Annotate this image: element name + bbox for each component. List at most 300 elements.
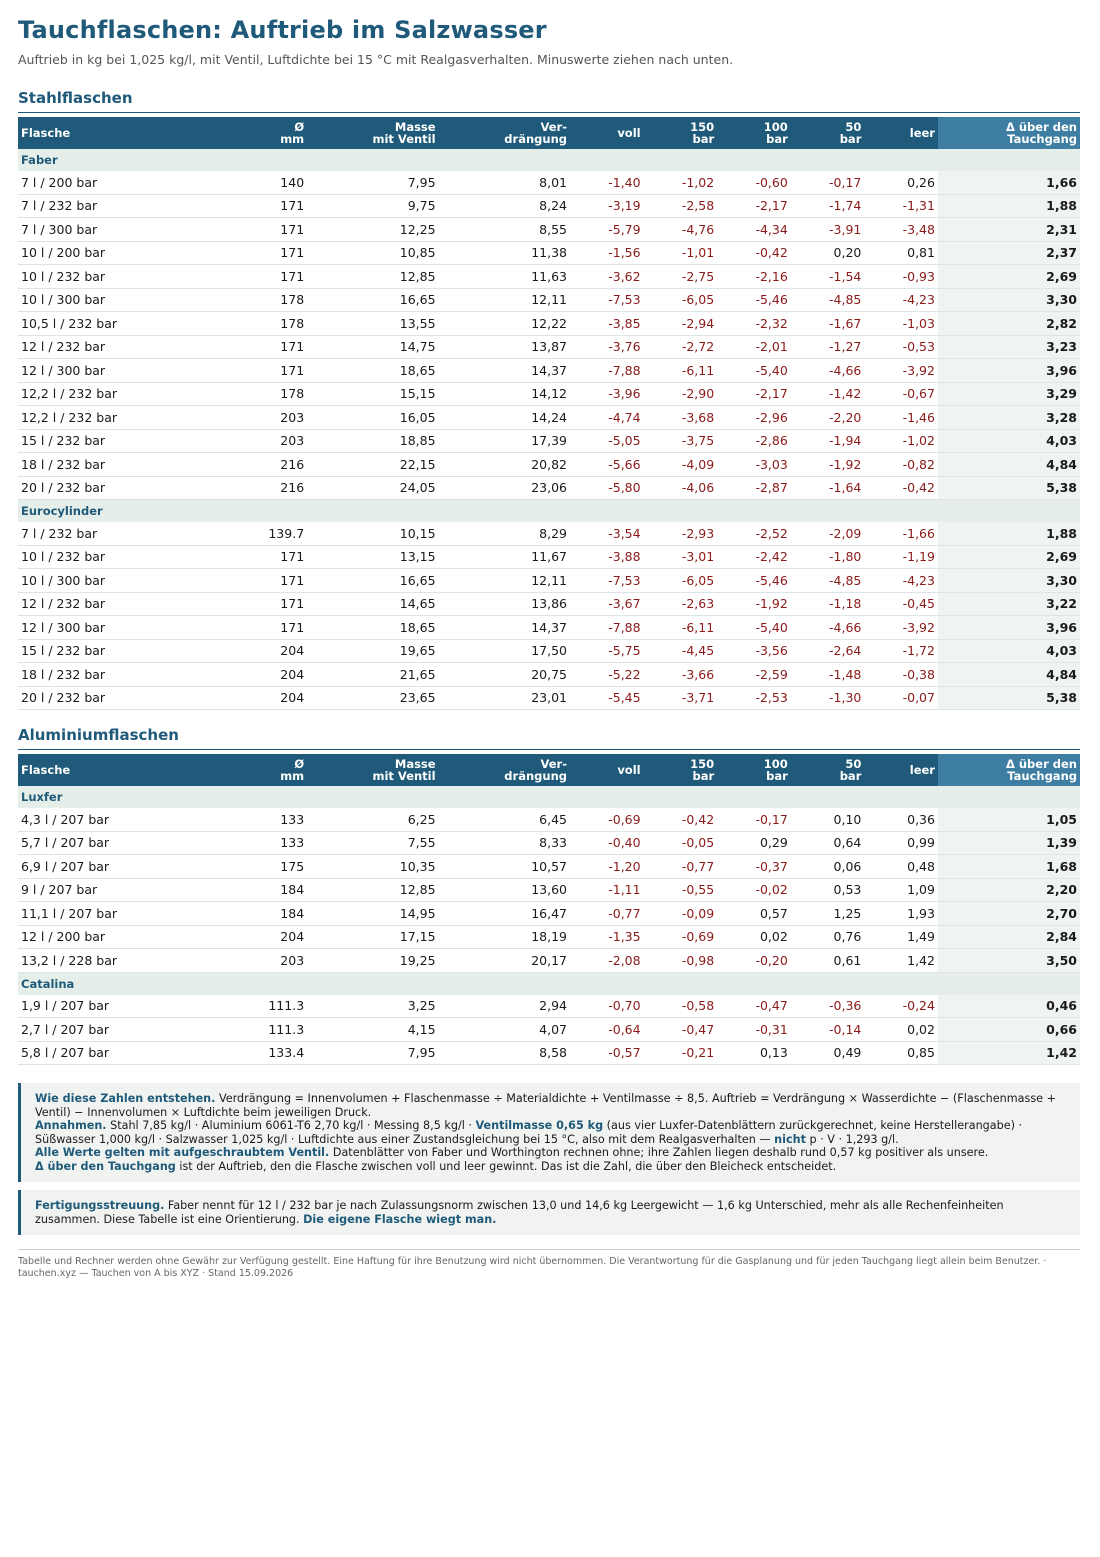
table-row — [18, 686, 1080, 710]
cell-col-full: -0,40 — [570, 831, 644, 855]
cell-col-flasche: 18 l / 232 bar — [18, 663, 239, 687]
table-row — [18, 335, 1080, 359]
table-row — [18, 171, 1080, 194]
cell-col-full: -1,20 — [570, 855, 644, 879]
cell-col-mass: 10,35 — [307, 855, 438, 879]
cell-col-50bar: -2,20 — [791, 406, 865, 430]
cell-col-flasche: 7 l / 232 bar — [18, 522, 239, 545]
table-row — [18, 288, 1080, 312]
cell-col-150bar: -1,02 — [644, 171, 718, 194]
cell-col-flasche: 7 l / 200 bar — [18, 171, 239, 194]
cell-col-displacement: 14,24 — [439, 406, 570, 430]
cell-col-diameter: 178 — [239, 382, 307, 406]
cell-col-mass: 18,65 — [307, 616, 438, 640]
manufacturer-name: Catalina — [18, 972, 1080, 995]
cell-col-flasche: 15 l / 232 bar — [18, 639, 239, 663]
cell-col-diameter: 203 — [239, 949, 307, 973]
cell-col-empty: -0,93 — [864, 265, 938, 289]
cell-col-diameter: 184 — [239, 878, 307, 902]
cell-col-150bar: -0,69 — [644, 925, 718, 949]
cell-col-displacement: 17,39 — [439, 429, 570, 453]
cell-col-empty: -1,03 — [864, 312, 938, 336]
cell-col-50bar: -1,74 — [791, 194, 865, 218]
cell-col-50bar: -4,85 — [791, 569, 865, 593]
cell-col-full: -0,69 — [570, 808, 644, 831]
header-col-delta: Δ über den Tauchgang — [938, 754, 1080, 786]
header-col-delta: Δ über den Tauchgang — [938, 117, 1080, 149]
cell-col-50bar: -1,27 — [791, 335, 865, 359]
cell-col-150bar: -2,75 — [644, 265, 718, 289]
cell-col-empty: -0,24 — [864, 995, 938, 1018]
cell-col-diameter: 133 — [239, 808, 307, 831]
cell-col-100bar: -2,17 — [717, 194, 791, 218]
cell-col-flasche: 11,1 l / 207 bar — [18, 902, 239, 926]
cell-col-diameter: 171 — [239, 359, 307, 383]
note-text: Faber nennt für 12 l / 232 bar je nach Zulassungsnorm zwischen 13,0 und 14,6 kg Leergewicht — 1,6 kg Unterschied, mehr als alle Rechenfeinheiten zusammen. Diese Tabelle ist eine Orientierung. — [35, 1199, 1004, 1226]
cell-col-displacement: 23,06 — [439, 476, 570, 500]
table-body — [18, 149, 1080, 710]
cell-col-diameter: 133.4 — [239, 1041, 307, 1065]
cell-col-mass: 23,65 — [307, 686, 438, 710]
cell-col-100bar: -3,56 — [717, 639, 791, 663]
cell-col-100bar: -5,46 — [717, 569, 791, 593]
table-row — [18, 312, 1080, 336]
cell-col-delta: 1,05 — [938, 808, 1080, 831]
cell-col-flasche: 12 l / 200 bar — [18, 925, 239, 949]
table-row — [18, 995, 1080, 1018]
cell-col-delta: 5,38 — [938, 476, 1080, 500]
header-col-mass: Masse mit Ventil — [307, 117, 438, 149]
note-paragraph — [35, 1092, 1066, 1119]
table-row — [18, 545, 1080, 569]
table-row — [18, 855, 1080, 879]
header-col-mass: Masse mit Ventil — [307, 754, 438, 786]
header-col-diameter: Ø mm — [239, 754, 307, 786]
cell-col-diameter: 171 — [239, 241, 307, 265]
header-col-diameter: Ø mm — [239, 117, 307, 149]
table-row — [18, 453, 1080, 477]
cell-col-diameter: 171 — [239, 265, 307, 289]
cell-col-150bar: -0,58 — [644, 995, 718, 1018]
table-row — [18, 925, 1080, 949]
cell-col-50bar: -1,18 — [791, 592, 865, 616]
cell-col-mass: 14,75 — [307, 335, 438, 359]
table-row — [18, 639, 1080, 663]
cell-col-diameter: 133 — [239, 831, 307, 855]
header-col-flasche: Flasche — [18, 117, 239, 149]
header-col-100bar: 100 bar — [717, 117, 791, 149]
cell-col-delta: 2,20 — [938, 878, 1080, 902]
note-emphasis: Alle Werte gelten mit aufgeschraubtem Ventil. — [35, 1146, 330, 1159]
cell-col-150bar: -2,63 — [644, 592, 718, 616]
note-emphasis: Fertigungsstreuung. — [35, 1199, 165, 1212]
tables-container — [18, 89, 1080, 1065]
cell-col-mass: 12,85 — [307, 265, 438, 289]
note-emphasis: Die eigene Flasche wiegt man. — [303, 1212, 497, 1226]
cell-col-mass: 16,65 — [307, 569, 438, 593]
cell-col-diameter: 111.3 — [239, 1018, 307, 1042]
cell-col-full: -5,45 — [570, 686, 644, 710]
manufacturer-row — [18, 500, 1080, 523]
table-row — [18, 1018, 1080, 1042]
header-row — [18, 117, 1080, 149]
cell-col-full: -3,54 — [570, 522, 644, 545]
cell-col-50bar: 0,20 — [791, 241, 865, 265]
cell-col-diameter: 171 — [239, 545, 307, 569]
cell-col-delta: 3,22 — [938, 592, 1080, 616]
cell-col-50bar: 0,61 — [791, 949, 865, 973]
cell-col-diameter: 203 — [239, 429, 307, 453]
cell-col-flasche: 10,5 l / 232 bar — [18, 312, 239, 336]
cell-col-delta: 3,29 — [938, 382, 1080, 406]
cell-col-delta: 2,69 — [938, 265, 1080, 289]
cell-col-flasche: 7 l / 232 bar — [18, 194, 239, 218]
note-emphasis: nicht — [774, 1132, 806, 1146]
note-paragraph — [35, 1119, 1066, 1146]
cell-col-mass: 19,65 — [307, 639, 438, 663]
cell-col-delta: 5,38 — [938, 686, 1080, 710]
cell-col-mass: 7,95 — [307, 1041, 438, 1065]
cell-col-displacement: 14,12 — [439, 382, 570, 406]
cell-col-delta: 2,37 — [938, 241, 1080, 265]
table-row — [18, 878, 1080, 902]
cell-col-50bar: -4,85 — [791, 288, 865, 312]
cell-col-empty: -0,53 — [864, 335, 938, 359]
cell-col-diameter: 203 — [239, 406, 307, 430]
cell-col-delta: 3,96 — [938, 359, 1080, 383]
cell-col-empty: -4,23 — [864, 288, 938, 312]
cell-col-empty: -0,82 — [864, 453, 938, 477]
cell-col-empty: 0,85 — [864, 1041, 938, 1065]
note-emphasis: Δ über den Tauchgang — [35, 1159, 176, 1173]
cell-col-displacement: 8,58 — [439, 1041, 570, 1065]
cell-col-full: -3,96 — [570, 382, 644, 406]
cell-col-full: -3,19 — [570, 194, 644, 218]
cell-col-diameter: 204 — [239, 686, 307, 710]
cell-col-empty: -0,45 — [864, 592, 938, 616]
cell-col-150bar: -3,01 — [644, 545, 718, 569]
cell-col-50bar: -0,36 — [791, 995, 865, 1018]
cell-col-diameter: 111.3 — [239, 995, 307, 1018]
cell-col-empty: -0,07 — [864, 686, 938, 710]
cell-col-diameter: 216 — [239, 476, 307, 500]
cell-col-50bar: -1,92 — [791, 453, 865, 477]
table-header — [18, 117, 1080, 149]
cell-col-flasche: 5,7 l / 207 bar — [18, 831, 239, 855]
cell-col-150bar: -2,58 — [644, 194, 718, 218]
cell-col-150bar: -3,66 — [644, 663, 718, 687]
cell-col-100bar: -1,92 — [717, 592, 791, 616]
cell-col-flasche: 12,2 l / 232 bar — [18, 406, 239, 430]
cell-col-full: -7,88 — [570, 616, 644, 640]
header-col-full: voll — [570, 754, 644, 786]
footer-site: tauchen.xyz — Tauchen von A bis XYZ · Stand 15.09.2026 — [18, 1268, 294, 1279]
cell-col-50bar: -1,64 — [791, 476, 865, 500]
cell-col-100bar: -0,47 — [717, 995, 791, 1018]
cell-col-50bar: -2,64 — [791, 639, 865, 663]
cell-col-empty: -1,02 — [864, 429, 938, 453]
cell-col-full: -7,88 — [570, 359, 644, 383]
cell-col-flasche: 5,8 l / 207 bar — [18, 1041, 239, 1065]
cell-col-diameter: 184 — [239, 902, 307, 926]
cell-col-displacement: 13,86 — [439, 592, 570, 616]
buoyancy-table — [18, 754, 1080, 1065]
header-col-150bar: 150 bar — [644, 117, 718, 149]
cell-col-50bar: 0,49 — [791, 1041, 865, 1065]
cell-col-empty: 0,26 — [864, 171, 938, 194]
manufacturer-name: Luxfer — [18, 786, 1080, 808]
cell-col-100bar: -5,40 — [717, 616, 791, 640]
cell-col-diameter: 204 — [239, 639, 307, 663]
cell-col-150bar: -2,93 — [644, 522, 718, 545]
cell-col-displacement: 23,01 — [439, 686, 570, 710]
cell-col-150bar: -4,76 — [644, 218, 718, 242]
cell-col-empty: -1,46 — [864, 406, 938, 430]
note-box — [18, 1190, 1080, 1235]
table-row — [18, 359, 1080, 383]
cell-col-50bar: -2,09 — [791, 522, 865, 545]
note-text: Stahl 7,85 kg/l · Aluminium 6061-T6 2,70 kg/l · Messing 8,5 kg/l · — [106, 1119, 476, 1132]
table-row — [18, 663, 1080, 687]
cell-col-delta: 2,70 — [938, 902, 1080, 926]
manufacturer-row — [18, 149, 1080, 171]
cell-col-delta: 1,68 — [938, 855, 1080, 879]
cell-col-full: -5,05 — [570, 429, 644, 453]
cell-col-empty: -1,66 — [864, 522, 938, 545]
cell-col-diameter: 204 — [239, 925, 307, 949]
cell-col-displacement: 11,63 — [439, 265, 570, 289]
cell-col-delta: 3,23 — [938, 335, 1080, 359]
cell-col-flasche: 12,2 l / 232 bar — [18, 382, 239, 406]
cell-col-mass: 17,15 — [307, 925, 438, 949]
cell-col-150bar: -0,47 — [644, 1018, 718, 1042]
cell-col-diameter: 171 — [239, 194, 307, 218]
cell-col-flasche: 10 l / 232 bar — [18, 265, 239, 289]
cell-col-diameter: 204 — [239, 663, 307, 687]
cell-col-100bar: -0,20 — [717, 949, 791, 973]
cell-col-150bar: -0,77 — [644, 855, 718, 879]
cell-col-100bar: -2,42 — [717, 545, 791, 569]
cell-col-displacement: 8,55 — [439, 218, 570, 242]
cell-col-displacement: 20,75 — [439, 663, 570, 687]
header-row — [18, 754, 1080, 786]
cell-col-100bar: -0,02 — [717, 878, 791, 902]
cell-col-mass: 13,15 — [307, 545, 438, 569]
note-box — [18, 1083, 1080, 1182]
cell-col-flasche: 10 l / 300 bar — [18, 288, 239, 312]
cell-col-50bar: -1,94 — [791, 429, 865, 453]
cell-col-displacement: 17,50 — [439, 639, 570, 663]
cell-col-mass: 14,65 — [307, 592, 438, 616]
note-text: (aus vier Luxfer-Datenblättern zurückgerechnet, keine Herstellerangabe) · Süßwasser 1,000 kg/l · Salzwasser 1,025 kg/l · Luftdichte aus einer Zustandsgleichung bei 15 °C, also mit dem Realgasverhalten — — [35, 1119, 1023, 1146]
cell-col-50bar: -4,66 — [791, 359, 865, 383]
cell-col-150bar: -1,01 — [644, 241, 718, 265]
cell-col-150bar: -3,68 — [644, 406, 718, 430]
cell-col-delta: 0,46 — [938, 995, 1080, 1018]
cell-col-50bar: -0,17 — [791, 171, 865, 194]
header-col-empty: leer — [864, 117, 938, 149]
cell-col-displacement: 6,45 — [439, 808, 570, 831]
cell-col-100bar: -3,03 — [717, 453, 791, 477]
note-paragraph — [35, 1146, 1066, 1160]
table-row — [18, 406, 1080, 430]
cell-col-50bar: -1,54 — [791, 265, 865, 289]
cell-col-150bar: -3,75 — [644, 429, 718, 453]
cell-col-displacement: 13,60 — [439, 878, 570, 902]
cell-col-flasche: 7 l / 300 bar — [18, 218, 239, 242]
cell-col-empty: -0,42 — [864, 476, 938, 500]
cell-col-empty: -0,38 — [864, 663, 938, 687]
manufacturer-name: Faber — [18, 149, 1080, 171]
note-emphasis: Wie diese Zahlen entstehen. — [35, 1092, 216, 1105]
cell-col-full: -3,88 — [570, 545, 644, 569]
cell-col-full: -0,70 — [570, 995, 644, 1018]
cell-col-displacement: 11,67 — [439, 545, 570, 569]
cell-col-mass: 7,55 — [307, 831, 438, 855]
cell-col-150bar: -0,05 — [644, 831, 718, 855]
cell-col-full: -1,11 — [570, 878, 644, 902]
table-row — [18, 429, 1080, 453]
header-col-flasche: Flasche — [18, 754, 239, 786]
cell-col-displacement: 8,01 — [439, 171, 570, 194]
cell-col-empty: 0,02 — [864, 1018, 938, 1042]
footer-disclaimer: Tabelle und Rechner werden ohne Gewähr zur Verfügung gestellt. Eine Haftung für ihre Benutzung wird nicht übernommen. Die Verantwortung für die Gasplanung und für jeden Tauchgang liegt allein beim Benutzer. · — [18, 1256, 1047, 1267]
cell-col-flasche: 12 l / 232 bar — [18, 592, 239, 616]
cell-col-empty: 1,49 — [864, 925, 938, 949]
cell-col-delta: 4,03 — [938, 429, 1080, 453]
cell-col-flasche: 13,2 l / 228 bar — [18, 949, 239, 973]
cell-col-100bar: -2,52 — [717, 522, 791, 545]
cell-col-full: -3,62 — [570, 265, 644, 289]
cell-col-delta: 3,50 — [938, 949, 1080, 973]
manufacturer-row — [18, 786, 1080, 808]
cell-col-150bar: -0,42 — [644, 808, 718, 831]
cell-col-50bar: -1,42 — [791, 382, 865, 406]
cell-col-displacement: 8,29 — [439, 522, 570, 545]
cell-col-displacement: 20,82 — [439, 453, 570, 477]
cell-col-displacement: 20,17 — [439, 949, 570, 973]
cell-col-mass: 13,55 — [307, 312, 438, 336]
cell-col-delta: 1,88 — [938, 522, 1080, 545]
cell-col-flasche: 12 l / 300 bar — [18, 359, 239, 383]
cell-col-full: -1,56 — [570, 241, 644, 265]
section-title: Aluminiumflaschen — [18, 726, 1080, 750]
cell-col-150bar: -6,11 — [644, 359, 718, 383]
table-section — [18, 89, 1080, 710]
table-row — [18, 218, 1080, 242]
cell-col-50bar: 0,64 — [791, 831, 865, 855]
cell-col-displacement: 12,22 — [439, 312, 570, 336]
cell-col-150bar: -4,45 — [644, 639, 718, 663]
footer — [18, 1249, 1080, 1280]
cell-col-full: -4,74 — [570, 406, 644, 430]
cell-col-flasche: 10 l / 232 bar — [18, 545, 239, 569]
cell-col-empty: -3,48 — [864, 218, 938, 242]
cell-col-full: -7,53 — [570, 569, 644, 593]
cell-col-full: -5,75 — [570, 639, 644, 663]
cell-col-empty: 0,48 — [864, 855, 938, 879]
cell-col-displacement: 8,24 — [439, 194, 570, 218]
cell-col-mass: 16,05 — [307, 406, 438, 430]
cell-col-diameter: 140 — [239, 171, 307, 194]
cell-col-diameter: 171 — [239, 569, 307, 593]
cell-col-displacement: 16,47 — [439, 902, 570, 926]
cell-col-diameter: 171 — [239, 592, 307, 616]
header-col-full: voll — [570, 117, 644, 149]
cell-col-100bar: -0,17 — [717, 808, 791, 831]
cell-col-100bar: -2,17 — [717, 382, 791, 406]
cell-col-delta: 4,03 — [938, 639, 1080, 663]
cell-col-50bar: -1,80 — [791, 545, 865, 569]
cell-col-delta: 1,39 — [938, 831, 1080, 855]
cell-col-50bar: 0,53 — [791, 878, 865, 902]
cell-col-full: -0,77 — [570, 902, 644, 926]
cell-col-full: -1,40 — [570, 171, 644, 194]
cell-col-flasche: 12 l / 300 bar — [18, 616, 239, 640]
cell-col-50bar: 0,06 — [791, 855, 865, 879]
cell-col-displacement: 13,87 — [439, 335, 570, 359]
cell-col-displacement: 14,37 — [439, 359, 570, 383]
cell-col-150bar: -0,98 — [644, 949, 718, 973]
cell-col-empty: 0,81 — [864, 241, 938, 265]
cell-col-mass: 21,65 — [307, 663, 438, 687]
cell-col-delta: 1,66 — [938, 171, 1080, 194]
cell-col-50bar: -3,91 — [791, 218, 865, 242]
header-col-empty: leer — [864, 754, 938, 786]
cell-col-flasche: 18 l / 232 bar — [18, 453, 239, 477]
table-row — [18, 476, 1080, 500]
table-section — [18, 726, 1080, 1065]
cell-col-150bar: -6,05 — [644, 288, 718, 312]
cell-col-full: -2,08 — [570, 949, 644, 973]
header-col-50bar: 50 bar — [791, 117, 865, 149]
cell-col-150bar: -4,09 — [644, 453, 718, 477]
note-text: Verdrängung = Innenvolumen + Flaschenmasse ÷ Materialdichte + Ventilmasse ÷ 8,5. Auftrieb = Verdrängung × Wasserdichte − (Flaschenmasse + Ventil) − Innenvolumen × Luftdichte beim jeweiligen Druck. — [35, 1092, 1056, 1119]
note-paragraph — [35, 1199, 1066, 1226]
cell-col-delta: 1,42 — [938, 1041, 1080, 1065]
cell-col-150bar: -3,71 — [644, 686, 718, 710]
cell-col-empty: -3,92 — [864, 616, 938, 640]
header-col-50bar: 50 bar — [791, 754, 865, 786]
cell-col-displacement: 2,94 — [439, 995, 570, 1018]
cell-col-mass: 4,15 — [307, 1018, 438, 1042]
cell-col-diameter: 139.7 — [239, 522, 307, 545]
cell-col-displacement: 18,19 — [439, 925, 570, 949]
note-emphasis: Annahmen. — [35, 1119, 107, 1132]
cell-col-diameter: 178 — [239, 288, 307, 312]
cell-col-100bar: -0,31 — [717, 1018, 791, 1042]
cell-col-100bar: 0,29 — [717, 831, 791, 855]
notes-container — [18, 1083, 1080, 1235]
cell-col-empty: -1,72 — [864, 639, 938, 663]
cell-col-100bar: -2,59 — [717, 663, 791, 687]
note-text: Datenblätter von Faber und Worthington rechnen ohne; ihre Zahlen liegen deshalb rund 0,57 kg positiver als unsere. — [329, 1146, 989, 1159]
cell-col-150bar: -2,72 — [644, 335, 718, 359]
cell-col-100bar: -2,86 — [717, 429, 791, 453]
cell-col-displacement: 10,57 — [439, 855, 570, 879]
cell-col-100bar: -2,32 — [717, 312, 791, 336]
cell-col-mass: 19,25 — [307, 949, 438, 973]
cell-col-150bar: -0,09 — [644, 902, 718, 926]
cell-col-flasche: 10 l / 200 bar — [18, 241, 239, 265]
cell-col-flasche: 9 l / 207 bar — [18, 878, 239, 902]
cell-col-empty: 1,09 — [864, 878, 938, 902]
cell-col-flasche: 15 l / 232 bar — [18, 429, 239, 453]
table-row — [18, 831, 1080, 855]
cell-col-100bar: -4,34 — [717, 218, 791, 242]
cell-col-empty: 1,42 — [864, 949, 938, 973]
cell-col-50bar: 0,76 — [791, 925, 865, 949]
